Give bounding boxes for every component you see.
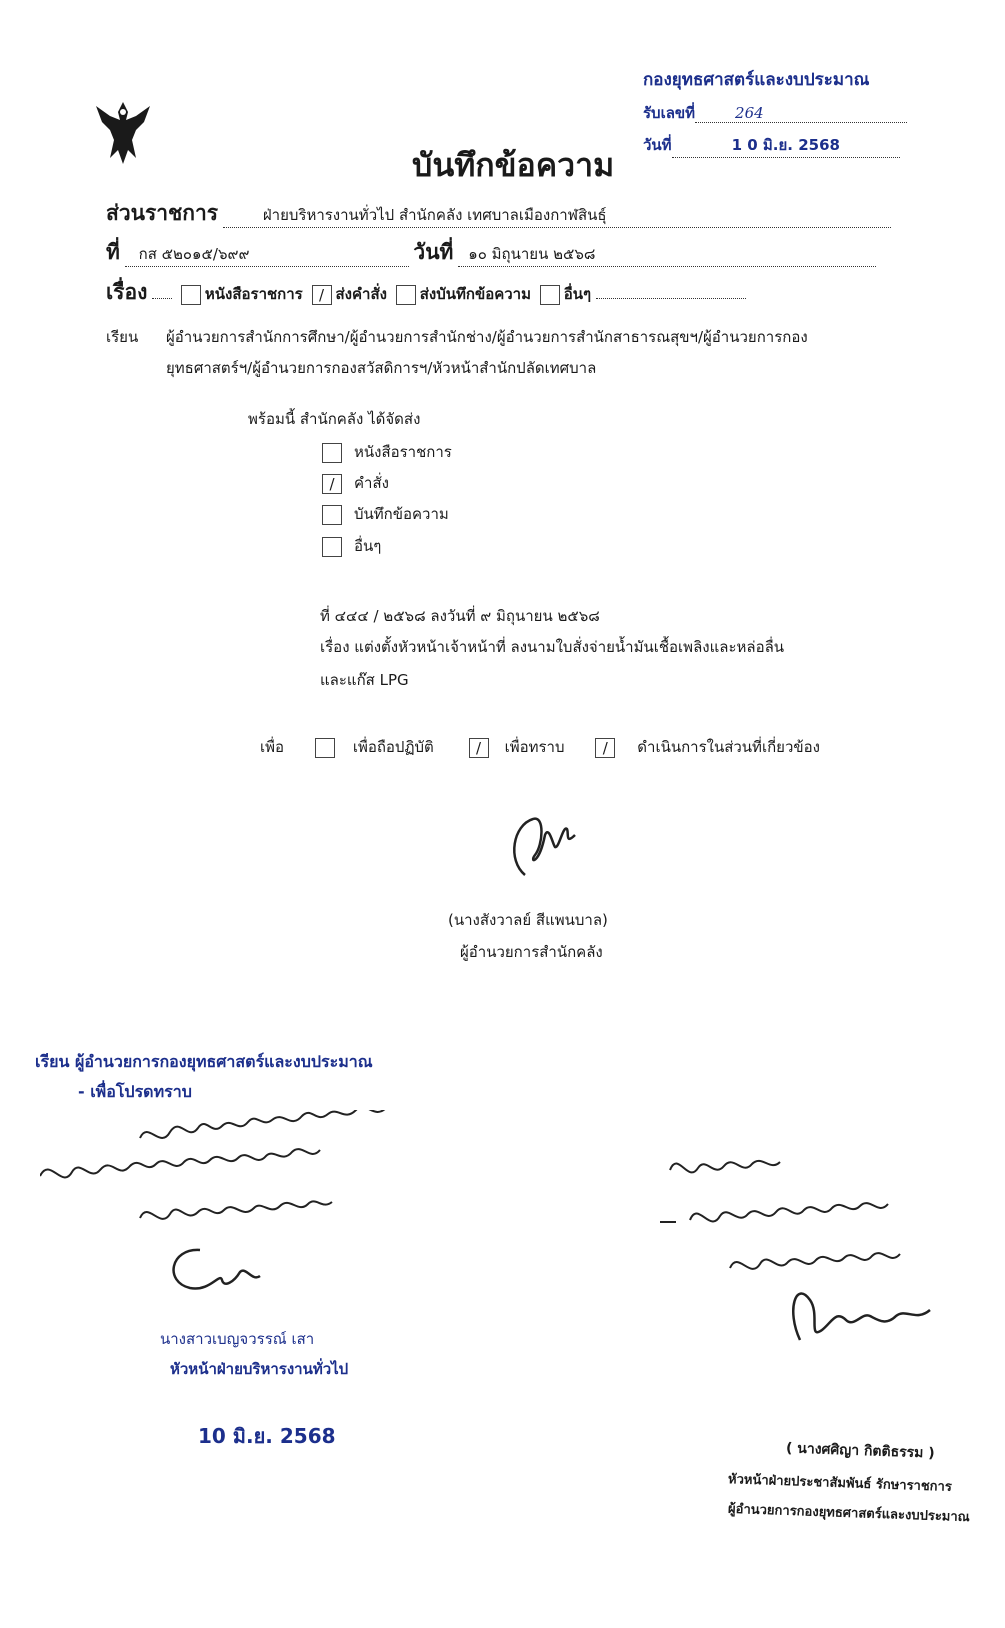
stamp-date-row (643, 133, 900, 158)
subject-option-order: ส่งคำสั่ง (335, 285, 387, 303)
purpose-label: เพื่อ (260, 738, 285, 756)
director-signature (505, 805, 595, 885)
right-signer-position-1: หัวหน้าฝ่ายประชาสัมพันธ์ รักษาราชการ (727, 1472, 953, 1495)
body-intro: พร้อมนี้ สำนักคลัง ได้จัดส่ง (248, 410, 421, 428)
signer-name: (นางสังวาลย์ สีแพนบาล) (448, 911, 608, 929)
subject-checkbox-order[interactable]: / (312, 285, 332, 305)
body-item-memo (318, 502, 449, 526)
doc-no-row (106, 236, 926, 269)
endorsement-to-line: เรียน ผู้อำนวยการกองยุทธศาสตร์และงบประมาณ (35, 1052, 373, 1071)
stamp-date-value: 1 0 มิ.ย. 2568 (672, 133, 900, 158)
purpose-proceed: ดำเนินการในส่วนที่เกี่ยวข้อง (637, 738, 820, 756)
subject-option-other: อื่นๆ (563, 285, 592, 303)
doc-date-label: วันที่ (413, 240, 454, 264)
signer-position: ผู้อำนวยการสำนักคลัง (460, 943, 603, 961)
stamp-date-label: วันที่ (643, 136, 672, 154)
item-label-other: อื่นๆ (354, 537, 382, 555)
stamp-received-no: 264 (695, 104, 907, 123)
reference-line: ที่ ๔๔๔ / ๒๕๖๘ ลงวันที่ ๙ มิถุนายน ๒๕๖๘ (320, 607, 600, 625)
agency-row (106, 197, 926, 230)
purpose-checkbox-acknowledge[interactable]: / (469, 738, 489, 758)
section-head-signature (160, 1242, 280, 1302)
subject-option-memo: ส่งบันทึกข้อความ (419, 285, 531, 303)
page-title: บันทึกข้อความ (412, 146, 615, 184)
garuda-emblem-icon (92, 98, 154, 168)
endorsement-for-line: - เพื่อโปรดทราบ (78, 1082, 192, 1101)
purpose-comply: เพื่อถือปฏิบัติ (352, 738, 434, 756)
subject-row (106, 276, 926, 309)
item-checkbox-memo[interactable] (322, 505, 342, 525)
subject-checkbox-other[interactable] (540, 285, 560, 305)
salutation-label: เรียน (106, 328, 139, 346)
purpose-row (260, 735, 820, 759)
section-head-position: หัวหน้าฝ่ายบริหารงานทั่วไป (170, 1360, 349, 1378)
section-head-name: นางสาวเบญจวรรณ์ เสา (160, 1330, 315, 1348)
item-checkbox-other[interactable] (322, 537, 342, 557)
handwritten-note (40, 1110, 640, 1240)
reference-subject-line-2: และแก๊ส LPG (320, 671, 409, 689)
item-checkbox-letter[interactable] (322, 443, 342, 463)
reference-subject-line-1: เรื่อง แต่งตั้งหัวหน้าเจ้าหน้าที่ ลงนามใบสั่งจ่ายน้ำมันเชื้อเพลิงและหล่อลื่น (320, 638, 785, 656)
body-item-other (318, 534, 381, 558)
body-item-letter (318, 440, 452, 464)
purpose-checkbox-comply[interactable] (315, 738, 335, 758)
doc-no-value: กส ๕๒๐๑๕/๖๙๙ (125, 242, 409, 267)
purpose-acknowledge: เพื่อทราบ (504, 738, 565, 756)
item-checkbox-order[interactable]: / (322, 474, 342, 494)
subject-checkbox-letter[interactable] (181, 285, 201, 305)
right-signer-name: ( นางศศิญา กิตติธรรม ) (785, 1440, 935, 1462)
right-signer-position-2: ผู้อำนวยการกองยุทธศาสตร์และงบประมาณ (727, 1501, 970, 1526)
salutation-line-1: ผู้อำนวยการสำนักการศึกษา/ผู้อำนวยการสำนักช่าง/ผู้อำนวยการสำนักสาธารณสุขฯ/ผู้อำนวยการกอง (166, 328, 808, 346)
agency-value: ฝ่ายบริหารงานทั่วไป สำนักคลัง เทศบาลเมืองกาฬสินธุ์ (223, 203, 891, 228)
body-item-order (318, 471, 389, 495)
salutation-line-2: ยุทธศาสตร์ฯ/ผู้อำนวยการกองสวัสดิการฯ/หัวหน้าสำนักปลัดเทศบาล (166, 359, 597, 377)
subject-option-letter: หนังสือราชการ (204, 285, 303, 303)
item-label-order: คำสั่ง (354, 474, 389, 492)
purpose-checkbox-proceed[interactable]: / (595, 738, 615, 758)
stamp-received-label: รับเลขที่ (643, 104, 696, 122)
doc-date-value: ๑๐ มิถุนายน ๒๕๖๘ (458, 242, 876, 267)
doc-no-label: ที่ (106, 240, 120, 264)
stamp-received-row (643, 101, 907, 125)
stamp-org: กองยุทธศาสตร์และงบประมาณ (643, 70, 870, 90)
right-handwritten-note (660, 1140, 1000, 1380)
item-label-letter: หนังสือราชการ (354, 443, 452, 461)
agency-label: ส่วนราชการ (106, 201, 219, 225)
section-head-date: 10 มิ.ย. 2568 (198, 1424, 336, 1448)
subject-label: เรื่อง (106, 280, 148, 304)
item-label-memo: บันทึกข้อความ (354, 505, 449, 523)
subject-checkbox-memo[interactable] (396, 285, 416, 305)
